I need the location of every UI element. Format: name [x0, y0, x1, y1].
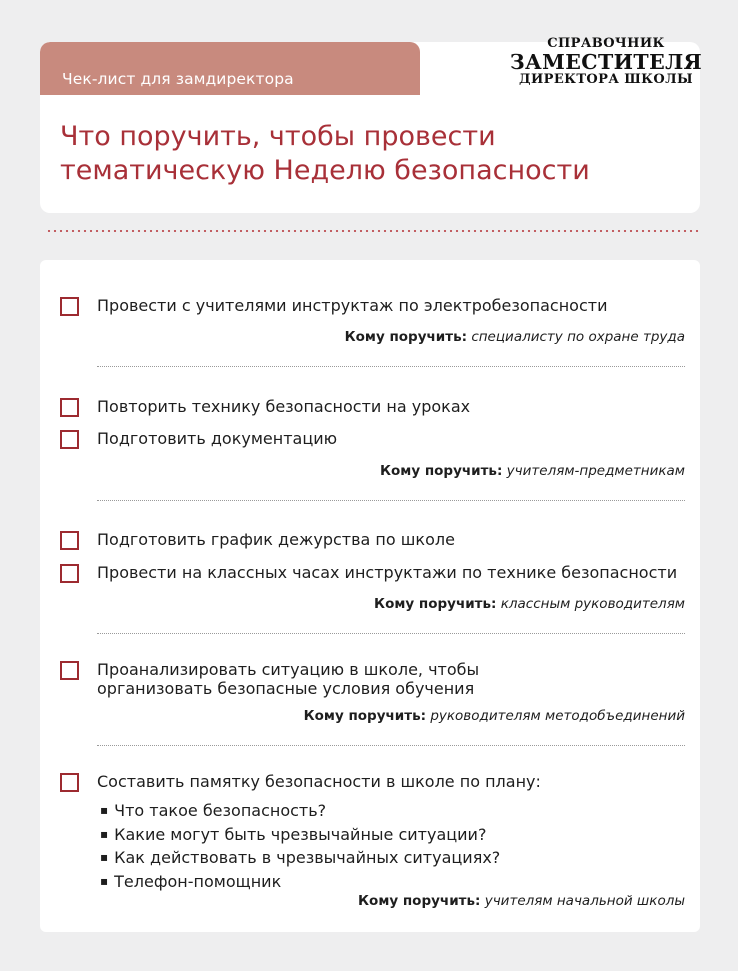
group-separator: [97, 633, 685, 634]
bullet-item: ▪ Телефон-помощник: [100, 870, 500, 894]
assignee-value: классным руководителям: [500, 596, 685, 612]
page-title-line-1: Что поручить, чтобы провести: [60, 121, 496, 152]
bullet-item: ▪ Что такое безопасность?: [100, 799, 500, 823]
assignee-line: [358, 893, 685, 909]
logo-line-3: ДИРЕКТОРА ШКОЛЫ: [519, 72, 693, 87]
checkbox[interactable]: [60, 661, 79, 680]
group-separator: [97, 366, 685, 367]
logo-line-2: ЗАМЕСТИТЕЛЯ: [509, 50, 703, 74]
assignee-value: руководителям методобъединений: [430, 708, 685, 724]
page-title: [60, 120, 680, 188]
tab-label: Чек-лист для замдиректора: [62, 70, 294, 88]
checklist-item[interactable]: [60, 296, 680, 316]
header-tab: [40, 42, 420, 95]
checklist-item[interactable]: [60, 563, 680, 583]
checkbox[interactable]: [60, 297, 79, 316]
checklist-card: [40, 260, 700, 932]
assignee-label: Кому поручить:: [379, 463, 503, 479]
bullet-item: ▪ Как действовать в чрезвычайных ситуациях?: [100, 846, 500, 870]
task-text: Проанализировать ситуацию в школе, чтобы организовать безопасные условия обучения: [97, 660, 480, 698]
assignee-value: учителям-предметникам: [506, 463, 685, 479]
task-text: Провести с учителями инструктаж по электробезопасности: [97, 296, 608, 315]
task-text: Составить памятку безопасности в школе по плану:: [97, 772, 541, 791]
assignee-line: [304, 708, 685, 724]
logo-line-1: СПРАВОЧНИК: [547, 36, 665, 51]
assignee-label: Кому поручить:: [374, 596, 497, 612]
publication-logo: [500, 36, 712, 87]
task-text: Подготовить документацию: [97, 429, 338, 448]
task-text: Повторить технику безопасности на уроках: [97, 397, 471, 416]
checkbox[interactable]: [60, 430, 79, 449]
dotted-divider: [46, 230, 700, 232]
checkbox[interactable]: [60, 531, 79, 550]
group-separator: [97, 500, 685, 501]
checkbox[interactable]: [60, 564, 79, 583]
assignee-value: специалисту по охране труда: [471, 329, 685, 345]
page-title-line-2: тематическую Неделю безопасности: [60, 155, 590, 186]
checkbox[interactable]: [60, 398, 79, 417]
assignee-line: [380, 463, 685, 479]
checklist-item[interactable]: [60, 397, 680, 417]
assignee-value: учителям начальной школы: [484, 893, 685, 909]
assignee-label: Кому поручить:: [344, 329, 468, 345]
group-separator: [97, 745, 685, 746]
task-text: Провести на классных часах инструктажи по технике безопасности: [97, 563, 678, 582]
checklist-item[interactable]: [60, 772, 680, 792]
assignee-line: [374, 596, 685, 612]
plan-bullet-list: [100, 799, 500, 893]
bullet-item: ▪ Какие могут быть чрезвычайные ситуации?: [100, 823, 500, 847]
checkbox[interactable]: [60, 773, 79, 792]
assignee-line: [345, 329, 685, 345]
task-text: Подготовить график дежурства по школе: [97, 530, 455, 549]
checklist-item[interactable]: [60, 429, 680, 449]
checklist-item[interactable]: [60, 530, 680, 550]
assignee-label: Кому поручить:: [303, 708, 427, 724]
checklist-item[interactable]: [60, 660, 650, 698]
assignee-label: Кому поручить:: [358, 893, 481, 909]
